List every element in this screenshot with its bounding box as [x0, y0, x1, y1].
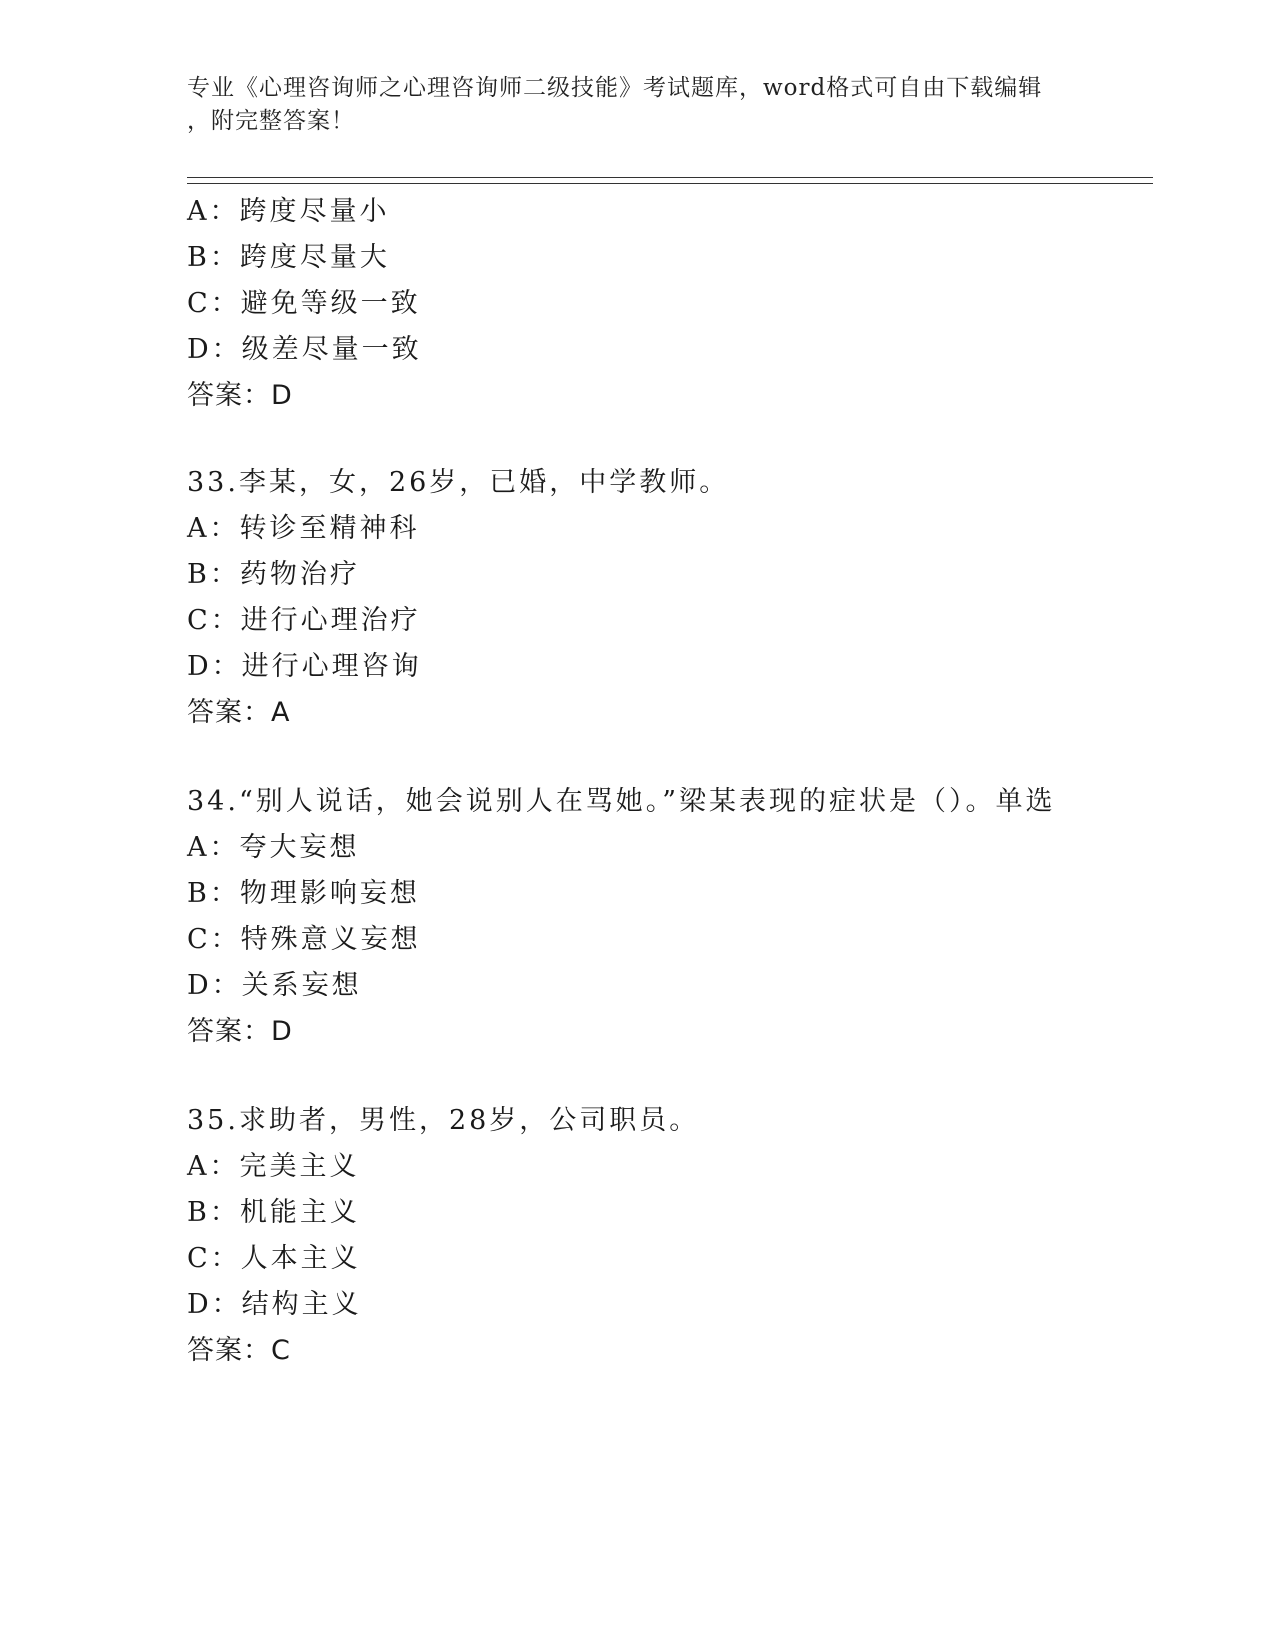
- question-stem: 33.李某，女，26岁，已婚，中学教师。: [187, 467, 730, 498]
- option-a: A：夸大妄想: [187, 832, 360, 863]
- option-c: C：特殊意义妄想: [187, 924, 421, 955]
- question-stem: 35.求助者，男性，28岁，公司职员。: [187, 1105, 700, 1136]
- option-b: B：跨度尽量大: [187, 242, 390, 273]
- option-b: B：机能主义: [187, 1197, 360, 1228]
- question-stem: 34.“别人说话，她会说别人在骂她。”梁某表现的症状是（）。单选: [187, 786, 1056, 817]
- header-divider-bottom: [187, 183, 1153, 184]
- document-header: [187, 72, 1067, 138]
- option-b: B：物理影响妄想: [187, 878, 420, 909]
- question-block-33: [187, 460, 1153, 736]
- option-d: D：关系妄想: [187, 970, 362, 1001]
- option-a: A：转诊至精神科: [187, 513, 420, 544]
- question-block-34: [187, 779, 1153, 1055]
- option-d: D：结构主义: [187, 1289, 362, 1320]
- answer: 答案：A: [187, 697, 291, 728]
- option-c: C：人本主义: [187, 1243, 361, 1274]
- header-divider-top: [187, 177, 1153, 178]
- answer: 答案：C: [187, 1335, 291, 1366]
- answer: 答案：D: [187, 1016, 293, 1047]
- option-c: C：避免等级一致: [187, 288, 421, 319]
- header-line-2: ，附完整答案！: [187, 108, 355, 134]
- option-b: B：药物治疗: [187, 559, 360, 590]
- option-a: A：跨度尽量小: [187, 196, 390, 227]
- option-c: C：进行心理治疗: [187, 605, 421, 636]
- question-block-35: [187, 1098, 1153, 1374]
- option-d: D：级差尽量一致: [187, 334, 422, 365]
- option-d: D：进行心理咨询: [187, 651, 422, 682]
- answer: 答案：D: [187, 380, 293, 411]
- question-block-partial: [187, 189, 1153, 419]
- option-a: A：完美主义: [187, 1151, 360, 1182]
- header-line-1: 专业《心理咨询师之心理咨询师二级技能》考试题库，word格式可自由下载编辑: [187, 75, 1043, 101]
